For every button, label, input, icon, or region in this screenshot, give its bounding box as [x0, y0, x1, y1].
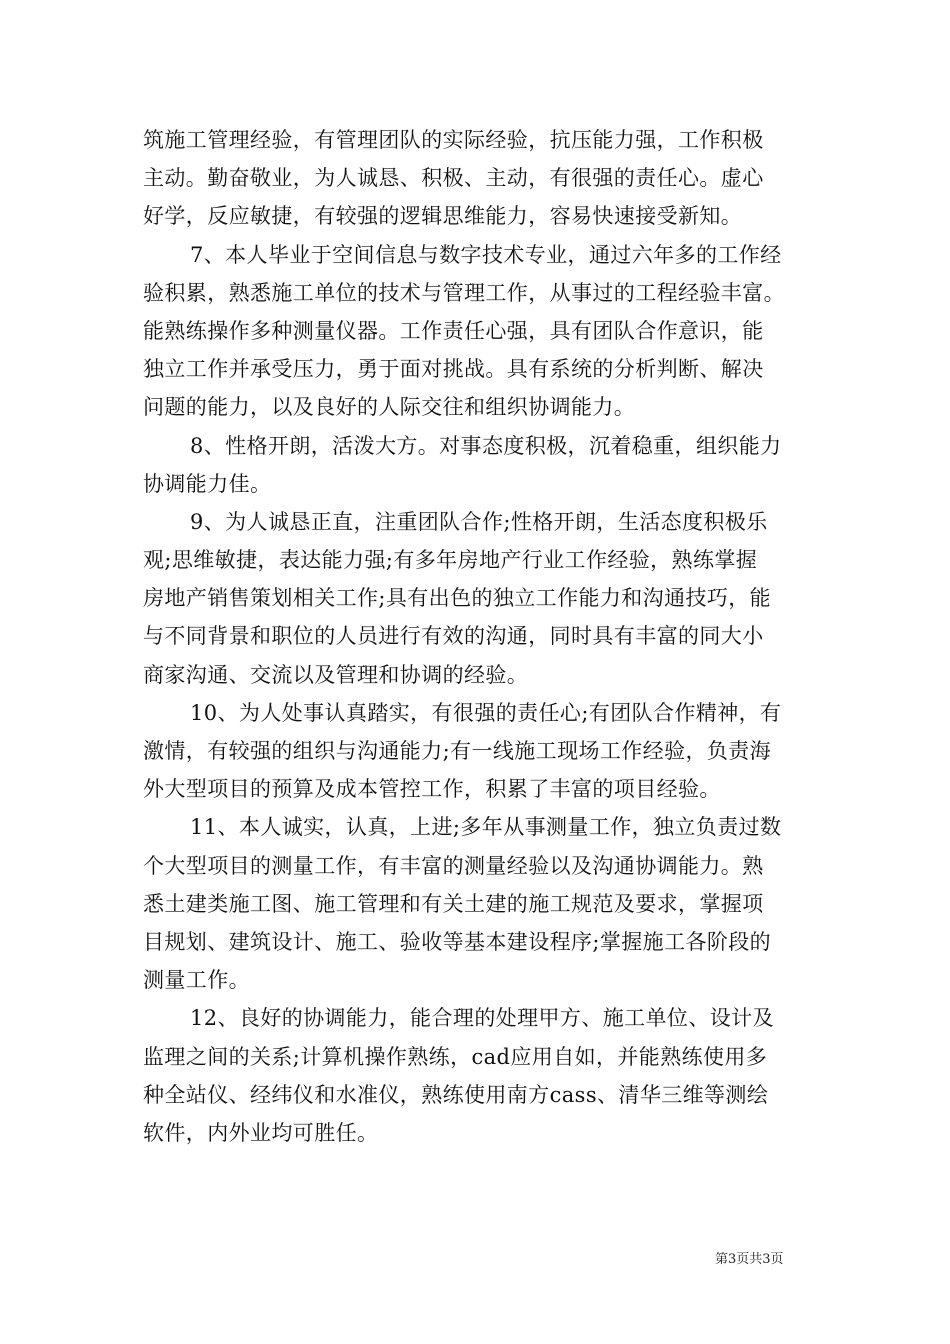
text-line: 能熟练操作多种测量仪器。工作责任心强，具有团队合作意识，能: [143, 318, 764, 343]
text-line: 激情，有较强的组织与沟通能力;有一线施工现场工作经验，负责海: [143, 739, 772, 763]
text-line: 与不同背景和职位的人员进行有效的沟通，同时具有丰富的同大小: [143, 624, 764, 649]
text-line: 主动。勤奋敬业，为人诚恳、积极、主动，有很强的责任心。虚心: [143, 166, 764, 191]
text-line: 外大型项目的预算及成本管控工作，积累了丰富的项目经验。: [143, 777, 721, 802]
text-line: 房地产销售策划相关工作;具有出色的独立工作能力和沟通技巧，能: [143, 586, 772, 611]
text-line: 目规划、建筑设计、施工、验收等基本建设程序;掌握施工各阶段的: [143, 929, 772, 954]
paragraph-first-line: 11、本人诚实，认真，上进;多年从事测量工作，独立负责过数: [190, 815, 782, 840]
text-line: 商家沟通、交流以及管理和协调的经验。: [143, 662, 529, 687]
text-line: 筑施工管理经验，有管理团队的实际经验，抗压能力强，工作积极: [143, 128, 764, 152]
text-line: 独立工作并承受压力，勇于面对挑战。具有系统的分析判断、解决: [143, 357, 764, 382]
document-body: [143, 121, 813, 1152]
paragraph-first-line: 10、为人处事认真踏实，有很强的责任心;有团队合作精神，有: [190, 700, 782, 725]
text-line: 监理之间的关系;计算机操作熟练，cad应用自如，并能熟练使用多: [143, 1044, 768, 1069]
text-line: 测量工作。: [143, 968, 250, 993]
text-line: 协调能力佳。: [143, 471, 272, 496]
paragraph-first-line: 9、为人诚恳正直，注重团队合作;性格开朗，生活态度积极乐: [190, 509, 768, 534]
paragraph-first-line: 8、性格开朗，活泼大方。对事态度积极，沉着稳重，组织能力: [190, 433, 782, 458]
text-line: 悉土建类施工图、施工管理和有关土建的施工规范及要求，掌握项: [143, 891, 764, 916]
text-line: 问题的能力，以及良好的人际交往和组织协调能力。: [143, 395, 636, 420]
text-line: 观;思维敏捷，表达能力强;有多年房地产行业工作经验，熟练掌握: [143, 548, 758, 573]
text-line: 好学，反应敏捷，有较强的逻辑思维能力，容易快速接受新知。: [143, 204, 743, 229]
page-number-footer: 第3页共3页: [715, 1252, 784, 1267]
text-line: 软件，内外业均可胜任。: [143, 1120, 379, 1145]
text-line: 个大型项目的测量工作，有丰富的测量经验以及沟通协调能力。熟: [143, 853, 764, 878]
text-line: 验积累，熟悉施工单位的技术与管理工作，从事过的工程经验丰富。: [143, 280, 785, 305]
paragraph-first-line: 12、良好的协调能力，能合理的处理甲方、施工单位、设计及: [190, 1006, 774, 1031]
paragraph-first-line: 7、本人毕业于空间信息与数字技术专业，通过六年多的工作经: [190, 242, 782, 267]
text-line: 种全站仪、经纬仪和水准仪，熟练使用南方cass、清华三维等测绘: [143, 1082, 769, 1107]
